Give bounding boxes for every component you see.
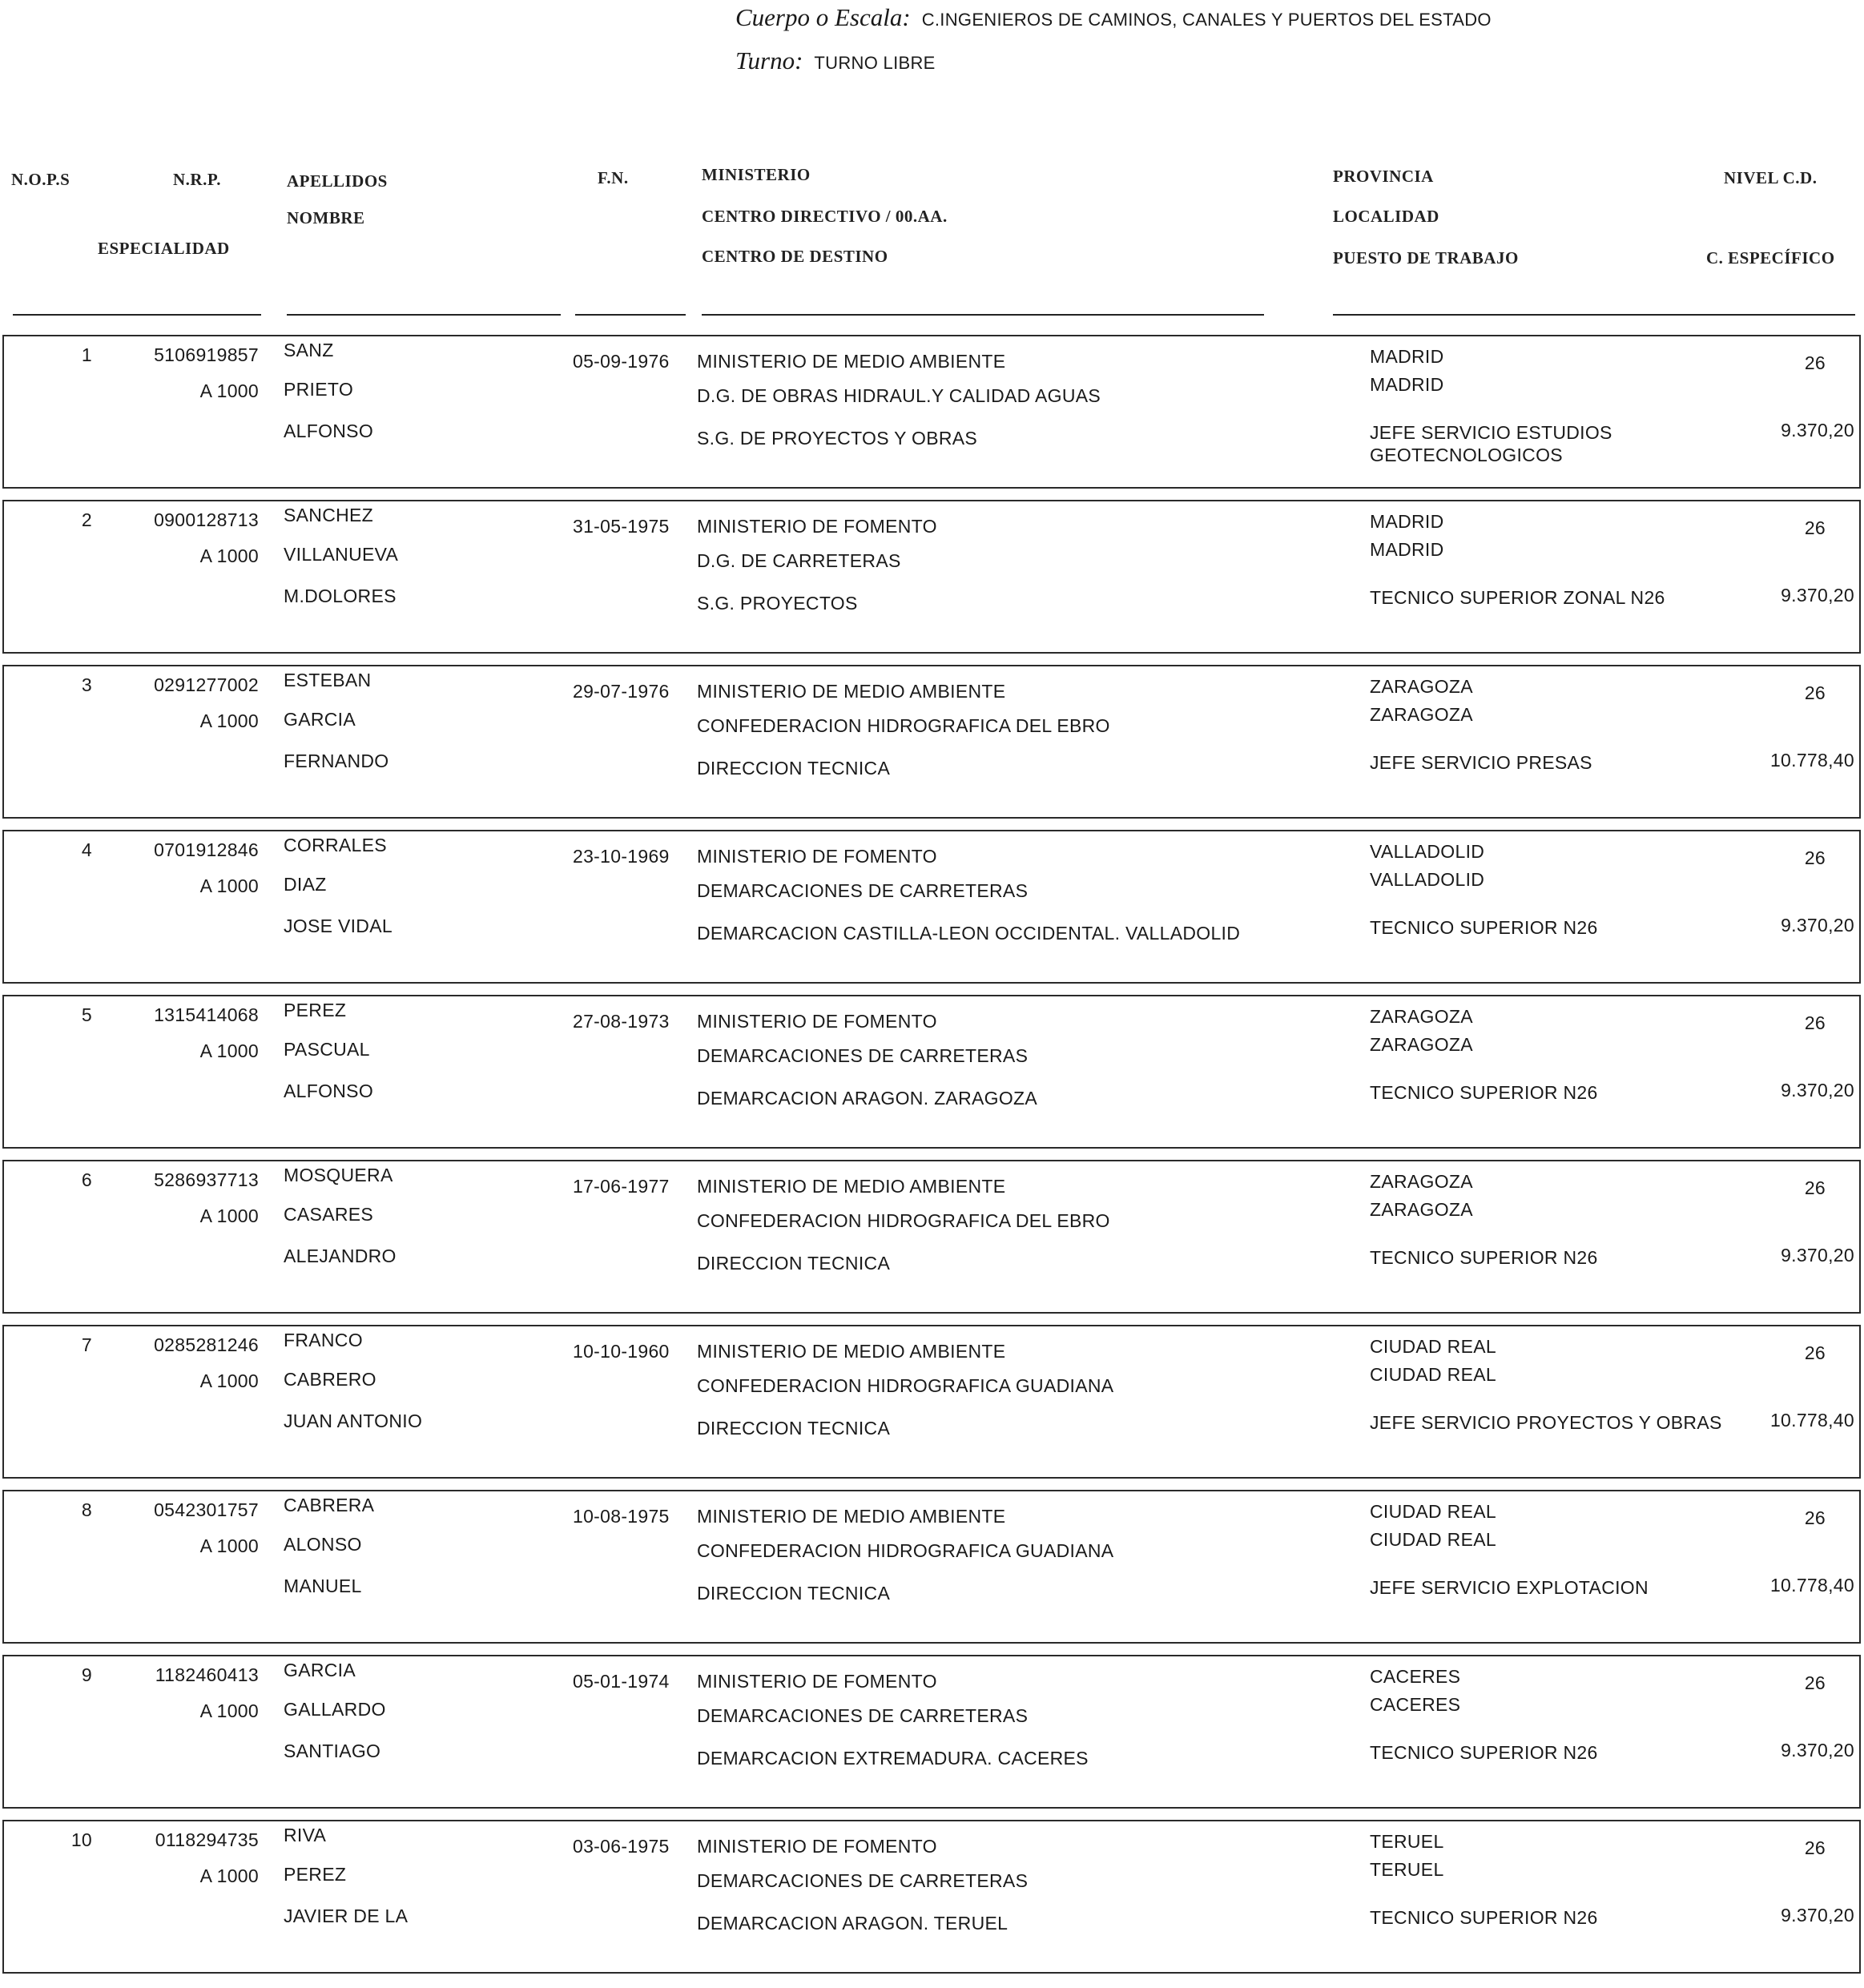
record-row xyxy=(2,830,1861,984)
record-row xyxy=(2,500,1861,654)
record-row xyxy=(2,1160,1861,1314)
record-provincia: MADRID xyxy=(1370,511,1444,532)
record-nivel: 26 xyxy=(1804,847,1826,868)
col-nombre: NOMBRE xyxy=(287,208,365,227)
record-fn: 10-10-1960 xyxy=(573,1341,670,1362)
record-puesto: JEFE SERVICIO PROYECTOS Y OBRAS xyxy=(1370,1412,1722,1433)
record-nombre: SANTIAGO xyxy=(284,1741,381,1761)
turno-value: TURNO LIBRE xyxy=(814,53,936,73)
record-fn: 05-01-1974 xyxy=(573,1671,670,1692)
record-apellido-2: PRIETO xyxy=(284,379,354,400)
record-puesto: TECNICO SUPERIOR N26 xyxy=(1370,917,1598,938)
header-rule xyxy=(287,314,561,316)
record-centro-destino: DEMARCACION EXTREMADURA. CACERES xyxy=(697,1748,1089,1769)
record-provincia: VALLADOLID xyxy=(1370,841,1485,862)
col-especifico: C. ESPECÍFICO xyxy=(1706,248,1835,268)
col-provincia: PROVINCIA xyxy=(1333,167,1434,186)
record-row xyxy=(2,665,1861,819)
record-ministerio: MINISTERIO DE FOMENTO xyxy=(697,1011,937,1032)
record-centro-destino: S.G. PROYECTOS xyxy=(697,593,858,614)
record-puesto: JEFE SERVICIO PRESAS xyxy=(1370,752,1592,773)
record-puesto: TECNICO SUPERIOR N26 xyxy=(1370,1907,1598,1928)
record-centro-directivo: DEMARCACIONES DE CARRETERAS xyxy=(697,1045,1029,1066)
record-especialidad: A 1000 xyxy=(199,1370,259,1391)
record-apellido-1: CORRALES xyxy=(284,835,387,855)
record-centro-destino: DIRECCION TECNICA xyxy=(697,1253,891,1274)
record-row xyxy=(2,335,1861,489)
record-nivel: 26 xyxy=(1804,1672,1826,1693)
record-fn: 23-10-1969 xyxy=(573,846,670,867)
record-especifico: 10.778,40 xyxy=(1769,1410,1854,1431)
record-apellido-2: GARCIA xyxy=(284,709,356,730)
record-especifico: 9.370,20 xyxy=(1781,585,1854,606)
record-nivel: 26 xyxy=(1804,352,1826,373)
record-nivel: 26 xyxy=(1804,1507,1826,1528)
record-ministerio: MINISTERIO DE FOMENTO xyxy=(697,1836,937,1857)
record-especifico: 9.370,20 xyxy=(1781,1905,1854,1926)
record-nrp: 0701912846 xyxy=(154,839,259,860)
record-row xyxy=(2,1820,1861,1974)
record-ministerio: MINISTERIO DE FOMENTO xyxy=(697,1671,937,1692)
record-nrp: 0291277002 xyxy=(154,674,259,695)
record-provincia: CACERES xyxy=(1370,1666,1461,1687)
col-especialidad: ESPECIALIDAD xyxy=(98,239,230,258)
cuerpo-escala-line xyxy=(735,3,1492,32)
record-centro-directivo: DEMARCACIONES DE CARRETERAS xyxy=(697,880,1029,901)
record-centro-destino: DEMARCACION ARAGON. ZARAGOZA xyxy=(697,1088,1038,1109)
record-nombre: ALFONSO xyxy=(284,1081,374,1101)
record-fn: 03-06-1975 xyxy=(573,1836,670,1857)
record-centro-directivo: D.G. DE OBRAS HIDRAUL.Y CALIDAD AGUAS xyxy=(697,385,1101,406)
record-centro-directivo: D.G. DE CARRETERAS xyxy=(697,550,901,571)
record-apellido-2: CASARES xyxy=(284,1204,374,1225)
record-apellido-2: VILLANUEVA xyxy=(284,544,399,565)
record-nrp: 0900128713 xyxy=(154,509,259,530)
col-puesto: PUESTO DE TRABAJO xyxy=(1333,248,1519,268)
record-nivel: 26 xyxy=(1804,517,1826,538)
record-apellido-1: SANZ xyxy=(284,340,334,360)
record-centro-destino: DEMARCACION ARAGON. TERUEL xyxy=(697,1913,1008,1934)
record-apellido-1: ESTEBAN xyxy=(284,670,372,690)
record-ministerio: MINISTERIO DE FOMENTO xyxy=(697,516,937,537)
header-rule xyxy=(575,314,686,316)
record-centro-destino: DIRECCION TECNICA xyxy=(697,1418,891,1439)
record-ministerio: MINISTERIO DE MEDIO AMBIENTE xyxy=(697,1341,1006,1362)
record-nrp: 0285281246 xyxy=(154,1334,259,1355)
record-ministerio: MINISTERIO DE MEDIO AMBIENTE xyxy=(697,351,1006,372)
record-localidad: ZARAGOZA xyxy=(1370,704,1473,725)
record-nombre: JOSE VIDAL xyxy=(284,916,393,936)
col-localidad: LOCALIDAD xyxy=(1333,207,1439,226)
record-centro-directivo: CONFEDERACION HIDROGRAFICA DEL EBRO xyxy=(697,1210,1110,1231)
record-nombre: FERNANDO xyxy=(284,751,389,771)
record-provincia: CIUDAD REAL xyxy=(1370,1501,1496,1522)
record-ministerio: MINISTERIO DE MEDIO AMBIENTE xyxy=(697,681,1006,702)
record-especialidad: A 1000 xyxy=(199,710,259,731)
record-puesto: TECNICO SUPERIOR ZONAL N26 xyxy=(1370,587,1665,608)
record-provincia: ZARAGOZA xyxy=(1370,1006,1473,1027)
record-localidad: CACERES xyxy=(1370,1694,1461,1715)
record-localidad: ZARAGOZA xyxy=(1370,1199,1473,1220)
record-centro-directivo: CONFEDERACION HIDROGRAFICA DEL EBRO xyxy=(697,715,1110,736)
record-apellido-2: PASCUAL xyxy=(284,1039,370,1060)
record-localidad: CIUDAD REAL xyxy=(1370,1364,1496,1385)
record-nivel: 26 xyxy=(1804,682,1826,703)
record-nops: 4 xyxy=(81,839,92,860)
record-nops: 9 xyxy=(81,1664,92,1685)
col-fn: F.N. xyxy=(598,168,629,187)
record-fn: 17-06-1977 xyxy=(573,1176,670,1197)
record-ministerio: MINISTERIO DE MEDIO AMBIENTE xyxy=(697,1176,1006,1197)
record-nops: 3 xyxy=(81,674,92,695)
record-apellido-1: MOSQUERA xyxy=(284,1165,393,1185)
record-apellido-1: GARCIA xyxy=(284,1660,356,1680)
record-especifico: 9.370,20 xyxy=(1781,420,1854,441)
record-nombre: JAVIER DE LA xyxy=(284,1906,409,1926)
record-nrp: 1315414068 xyxy=(154,1004,259,1025)
record-provincia: MADRID xyxy=(1370,346,1444,367)
col-apellidos: APELLIDOS xyxy=(287,171,388,191)
record-centro-directivo: CONFEDERACION HIDROGRAFICA GUADIANA xyxy=(697,1375,1114,1396)
record-fn: 29-07-1976 xyxy=(573,681,670,702)
record-fn: 31-05-1975 xyxy=(573,516,670,537)
record-nombre: ALFONSO xyxy=(284,421,374,441)
record-centro-directivo: DEMARCACIONES DE CARRETERAS xyxy=(697,1870,1029,1891)
record-centro-directivo: DEMARCACIONES DE CARRETERAS xyxy=(697,1705,1029,1726)
header-rule xyxy=(13,314,261,316)
record-puesto-2: GEOTECNOLOGICOS xyxy=(1370,445,1563,465)
record-apellido-2: ALONSO xyxy=(284,1534,362,1555)
record-puesto: TECNICO SUPERIOR N26 xyxy=(1370,1082,1598,1103)
record-ministerio: MINISTERIO DE MEDIO AMBIENTE xyxy=(697,1506,1006,1527)
record-nivel: 26 xyxy=(1804,1012,1826,1033)
record-nops: 2 xyxy=(81,509,92,530)
header-rule xyxy=(1333,314,1855,316)
record-apellido-1: FRANCO xyxy=(284,1330,363,1350)
record-especialidad: A 1000 xyxy=(199,1535,259,1556)
record-row xyxy=(2,1655,1861,1809)
record-especifico: 9.370,20 xyxy=(1781,1245,1854,1266)
record-nops: 8 xyxy=(81,1499,92,1520)
record-especialidad: A 1000 xyxy=(199,545,259,566)
record-row xyxy=(2,995,1861,1149)
record-nops: 5 xyxy=(81,1004,92,1025)
record-localidad: TERUEL xyxy=(1370,1859,1444,1880)
record-nombre: JUAN ANTONIO xyxy=(284,1411,423,1431)
record-nombre: MANUEL xyxy=(284,1576,362,1596)
cuerpo-value: C.INGENIEROS DE CAMINOS, CANALES Y PUERTOS DEL ESTADO xyxy=(921,10,1492,30)
record-puesto: TECNICO SUPERIOR N26 xyxy=(1370,1742,1598,1763)
record-nombre: M.DOLORES xyxy=(284,586,397,606)
record-row xyxy=(2,1325,1861,1479)
record-especialidad: A 1000 xyxy=(199,1865,259,1886)
record-nivel: 26 xyxy=(1804,1837,1826,1858)
record-provincia: ZARAGOZA xyxy=(1370,676,1473,697)
record-nrp: 1182460413 xyxy=(155,1664,259,1685)
record-nrp: 5286937713 xyxy=(154,1169,259,1190)
record-localidad: MADRID xyxy=(1370,374,1444,395)
record-localidad: CIUDAD REAL xyxy=(1370,1529,1496,1550)
col-nops: N.O.P.S xyxy=(11,170,70,189)
record-nops: 7 xyxy=(81,1334,92,1355)
turno-label: Turno: xyxy=(735,46,803,74)
record-provincia: ZARAGOZA xyxy=(1370,1171,1473,1192)
record-especialidad: A 1000 xyxy=(199,1205,259,1226)
record-especifico: 9.370,20 xyxy=(1781,1740,1854,1761)
record-nivel: 26 xyxy=(1804,1342,1826,1363)
record-provincia: CIUDAD REAL xyxy=(1370,1336,1496,1357)
record-puesto: JEFE SERVICIO EXPLOTACION xyxy=(1370,1577,1649,1598)
record-apellido-1: RIVA xyxy=(284,1825,327,1845)
record-ministerio: MINISTERIO DE FOMENTO xyxy=(697,846,937,867)
record-especifico: 9.370,20 xyxy=(1781,915,1854,936)
record-centro-destino: S.G. DE PROYECTOS Y OBRAS xyxy=(697,428,978,449)
record-centro-destino: DIRECCION TECNICA xyxy=(697,758,891,779)
record-apellido-2: CABRERO xyxy=(284,1369,376,1390)
col-nivel: NIVEL C.D. xyxy=(1724,168,1818,187)
record-especialidad: A 1000 xyxy=(199,380,259,401)
record-provincia: TERUEL xyxy=(1370,1831,1444,1852)
record-especifico: 9.370,20 xyxy=(1781,1080,1854,1101)
record-nombre: ALEJANDRO xyxy=(284,1246,397,1266)
record-fn: 27-08-1973 xyxy=(573,1011,670,1032)
record-nrp: 0118294735 xyxy=(155,1829,259,1850)
record-apellido-2: DIAZ xyxy=(284,874,327,895)
record-especialidad: A 1000 xyxy=(199,1700,259,1721)
record-localidad: VALLADOLID xyxy=(1370,869,1485,890)
record-puesto: TECNICO SUPERIOR N26 xyxy=(1370,1247,1598,1268)
record-apellido-1: CABRERA xyxy=(284,1495,375,1515)
record-fn: 05-09-1976 xyxy=(573,351,670,372)
record-nrp: 5106919857 xyxy=(154,344,259,365)
record-centro-destino: DEMARCACION CASTILLA-LEON OCCIDENTAL. VALLADOLID xyxy=(697,923,1241,944)
header-rule xyxy=(702,314,1264,316)
record-especifico: 10.778,40 xyxy=(1769,750,1854,771)
record-especialidad: A 1000 xyxy=(199,1040,259,1061)
record-puesto: JEFE SERVICIO ESTUDIOS xyxy=(1370,422,1612,443)
record-row xyxy=(2,1490,1861,1644)
record-nivel: 26 xyxy=(1804,1177,1826,1198)
cuerpo-label: Cuerpo o Escala: xyxy=(735,3,911,31)
record-nrp: 0542301757 xyxy=(154,1499,259,1520)
record-apellido-2: PEREZ xyxy=(284,1864,347,1885)
record-apellido-2: GALLARDO xyxy=(284,1699,386,1720)
col-ministerio: MINISTERIO xyxy=(702,165,811,184)
record-centro-destino: DIRECCION TECNICA xyxy=(697,1583,891,1604)
record-nops: 6 xyxy=(81,1169,92,1190)
record-apellido-1: SANCHEZ xyxy=(284,505,374,525)
record-especifico: 10.778,40 xyxy=(1769,1575,1854,1596)
turno-line xyxy=(735,46,936,75)
col-centro-directivo: CENTRO DIRECTIVO / 00.AA. xyxy=(702,207,948,226)
record-localidad: MADRID xyxy=(1370,539,1444,560)
record-centro-directivo: CONFEDERACION HIDROGRAFICA GUADIANA xyxy=(697,1540,1114,1561)
record-nops: 1 xyxy=(81,344,92,365)
record-fn: 10-08-1975 xyxy=(573,1506,670,1527)
record-apellido-1: PEREZ xyxy=(284,1000,347,1020)
col-nrp: N.R.P. xyxy=(173,170,221,189)
record-localidad: ZARAGOZA xyxy=(1370,1034,1473,1055)
col-centro-destino: CENTRO DE DESTINO xyxy=(702,247,888,266)
record-nops: 10 xyxy=(70,1829,92,1850)
record-especialidad: A 1000 xyxy=(199,875,259,896)
